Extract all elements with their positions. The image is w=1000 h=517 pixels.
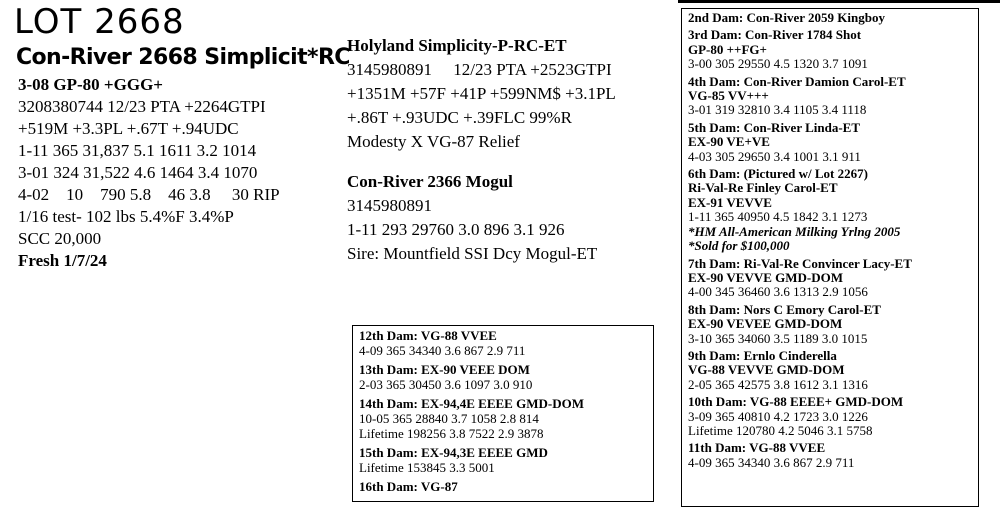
dam-record: [688, 257, 972, 300]
classification: 3-08 GP-80 +GGG+: [18, 75, 163, 94]
detail-line: 3208380744 12/23 PTA +2264GTPI: [18, 97, 266, 116]
sire-name: Holyland Simplicity-P-RC-ET: [347, 36, 567, 55]
dam-heading: 7th Dam: Ri-Val-Re Convincer Lacy-ET: [688, 255, 912, 271]
dam-record: [688, 303, 972, 346]
detail-line: 1/16 test- 102 lbs 5.4%F 3.4%P: [18, 207, 234, 226]
dam-heading: 6th Dam: (Pictured w/ Lot 2267): [688, 166, 868, 182]
dam-record: [688, 167, 972, 253]
dam-note: *HM All-American Milking Yrlng 2005: [688, 223, 901, 239]
dam-record-line: 1-11 365 40950 4.5 1842 3.1 1273: [688, 209, 868, 225]
animal-name: Con-River 2668 Simplicit*RC: [16, 45, 350, 70]
dam-heading: EX-91 VEVVE: [688, 194, 772, 210]
dam-record-line: 3-01 319 32810 3.4 1105 3.4 1118: [688, 102, 867, 118]
dam-heading: EX-90 VEVVE GMD-DOM: [688, 269, 844, 285]
dam-classification: VG-88 VVEE: [420, 328, 497, 343]
dam-classification: EX-94,3E EEEE GMD: [421, 445, 548, 460]
detail-line: 3-01 324 31,522 4.6 1464 3.4 1070: [18, 163, 258, 182]
dam-title: [359, 396, 647, 411]
dam-record-line: 3-10 365 34060 3.5 1189 3.0 1015: [688, 330, 868, 346]
dam-record: [359, 445, 647, 475]
dam-heading: EX-90 VE+VE: [688, 134, 770, 150]
detail-line: +519M +3.3PL +.67T +.94UDC: [18, 119, 239, 138]
dam-title: [359, 479, 647, 494]
dam-heading: 3rd Dam: Con-River 1784 Shot: [688, 27, 862, 43]
dam-label: 16th Dam:: [359, 479, 421, 494]
dam-record-line: 3-09 365 40810 4.2 1723 3.0 1226: [688, 408, 868, 424]
dam-heading: 10th Dam: VG-88 EEEE+ GMD-DOM: [688, 394, 904, 410]
dam-record: [359, 396, 647, 441]
dam-heading: Ri-Val-Re Finley Carol-ET: [688, 180, 838, 196]
dam-record: [688, 75, 972, 118]
sire-line: 3145980891 12/23 PTA +2523GTPI: [347, 60, 612, 79]
lot-number: LOT 2668: [14, 2, 185, 42]
dam-label: 15th Dam:: [359, 445, 422, 460]
dam-heading: 9th Dam: Ernlo Cinderella: [688, 347, 837, 363]
dam-record-line: Lifetime 120780 4.2 5046 3.1 5758: [688, 422, 873, 438]
dam-record: [688, 11, 972, 25]
dam-heading: 8th Dam: Nors C Emory Carol-ET: [688, 301, 881, 317]
dam-record-line: Lifetime 198256 3.8 7522 2.9 3878: [359, 426, 544, 441]
dam-label: 14th Dam:: [359, 396, 422, 411]
dam-title: [359, 328, 647, 343]
dam-label: 13th Dam:: [359, 362, 422, 377]
fresh-date: Fresh 1/7/24: [18, 251, 107, 270]
dam-label: 12th Dam:: [359, 328, 421, 343]
dam-record-line: Lifetime 153845 3.3 5001: [359, 460, 495, 475]
dam-heading: GP-80 ++FG+: [688, 41, 767, 57]
lower-dams-box: [352, 325, 654, 502]
dam-heading: 5th Dam: Con-River Linda-ET: [688, 119, 861, 135]
dam-classification: VG-87: [420, 479, 458, 494]
detail-line: 1-11 365 31,837 5.1 1611 3.2 1014: [18, 141, 257, 160]
dam-title: [359, 362, 647, 377]
mgs-line: Sire: Mountfield SSI Dcy Mogul-ET: [347, 244, 598, 263]
dam-record: [359, 362, 647, 392]
dam-record-line: 4-09 365 34340 3.6 867 2.9 711: [688, 454, 855, 470]
sire-line: +1351M +57F +41P +599NM$ +3.1PL: [347, 84, 616, 103]
dam-heading: VG-88 VEVVE GMD-DOM: [688, 362, 845, 378]
dam-classification: EX-90 VEEE DOM: [421, 362, 530, 377]
dam-record: [688, 395, 972, 438]
sire-line: +.86T +.93UDC +.39FLC 99%R: [347, 108, 572, 127]
dam-note: *Sold for $100,000: [688, 238, 790, 254]
dam-record: [688, 349, 972, 392]
animal-details: [18, 74, 280, 272]
dam-heading: 2nd Dam: Con-River 2059 Kingboy: [688, 10, 885, 25]
upper-dams-box: [681, 8, 979, 507]
dam-heading: EX-90 VEVEE GMD-DOM: [688, 316, 843, 332]
dam-heading: VG-85 VV+++: [688, 88, 769, 104]
dam-classification: EX-94,4E EEEE GMD-DOM: [421, 396, 584, 411]
dam-record: [688, 28, 972, 71]
sire-line: Modesty X VG-87 Relief: [347, 132, 520, 151]
dam-record: [688, 441, 972, 470]
dam-record-line: 2-03 365 30450 3.6 1097 3.0 910: [359, 377, 533, 392]
dam-record: [359, 479, 647, 494]
dam-record-line: 4-09 365 34340 3.6 867 2.9 711: [359, 343, 526, 358]
dam-record-line: 10-05 365 28840 3.7 1058 2.8 814: [359, 411, 539, 426]
dam-record-line: 4-03 305 29650 3.4 1001 3.1 911: [688, 148, 861, 164]
top-rule: [678, 0, 1000, 3]
dam-record-line: 3-00 305 29550 4.5 1320 3.7 1091: [688, 56, 868, 72]
mgs-name: Con-River 2366 Mogul: [347, 172, 513, 191]
dam-record: [359, 328, 647, 358]
mgs-line: 3145980891: [347, 196, 432, 215]
dam-heading: 11th Dam: VG-88 VVEE: [688, 440, 826, 456]
dam-title: [359, 445, 647, 460]
dam-record: [688, 121, 972, 164]
detail-line: 4-02 10 790 5.8 46 3.8 30 RIP: [18, 185, 280, 204]
detail-line: SCC 20,000: [18, 229, 102, 248]
dam-record-line: 2-05 365 42575 3.8 1612 3.1 1316: [688, 376, 868, 392]
dam-record-line: 4-00 345 36460 3.6 1313 2.9 1056: [688, 284, 868, 300]
dam-heading: 4th Dam: Con-River Damion Carol-ET: [688, 73, 906, 89]
mgs-line: 1-11 293 29760 3.0 896 3.1 926: [347, 220, 565, 239]
sire-section: [347, 34, 616, 266]
